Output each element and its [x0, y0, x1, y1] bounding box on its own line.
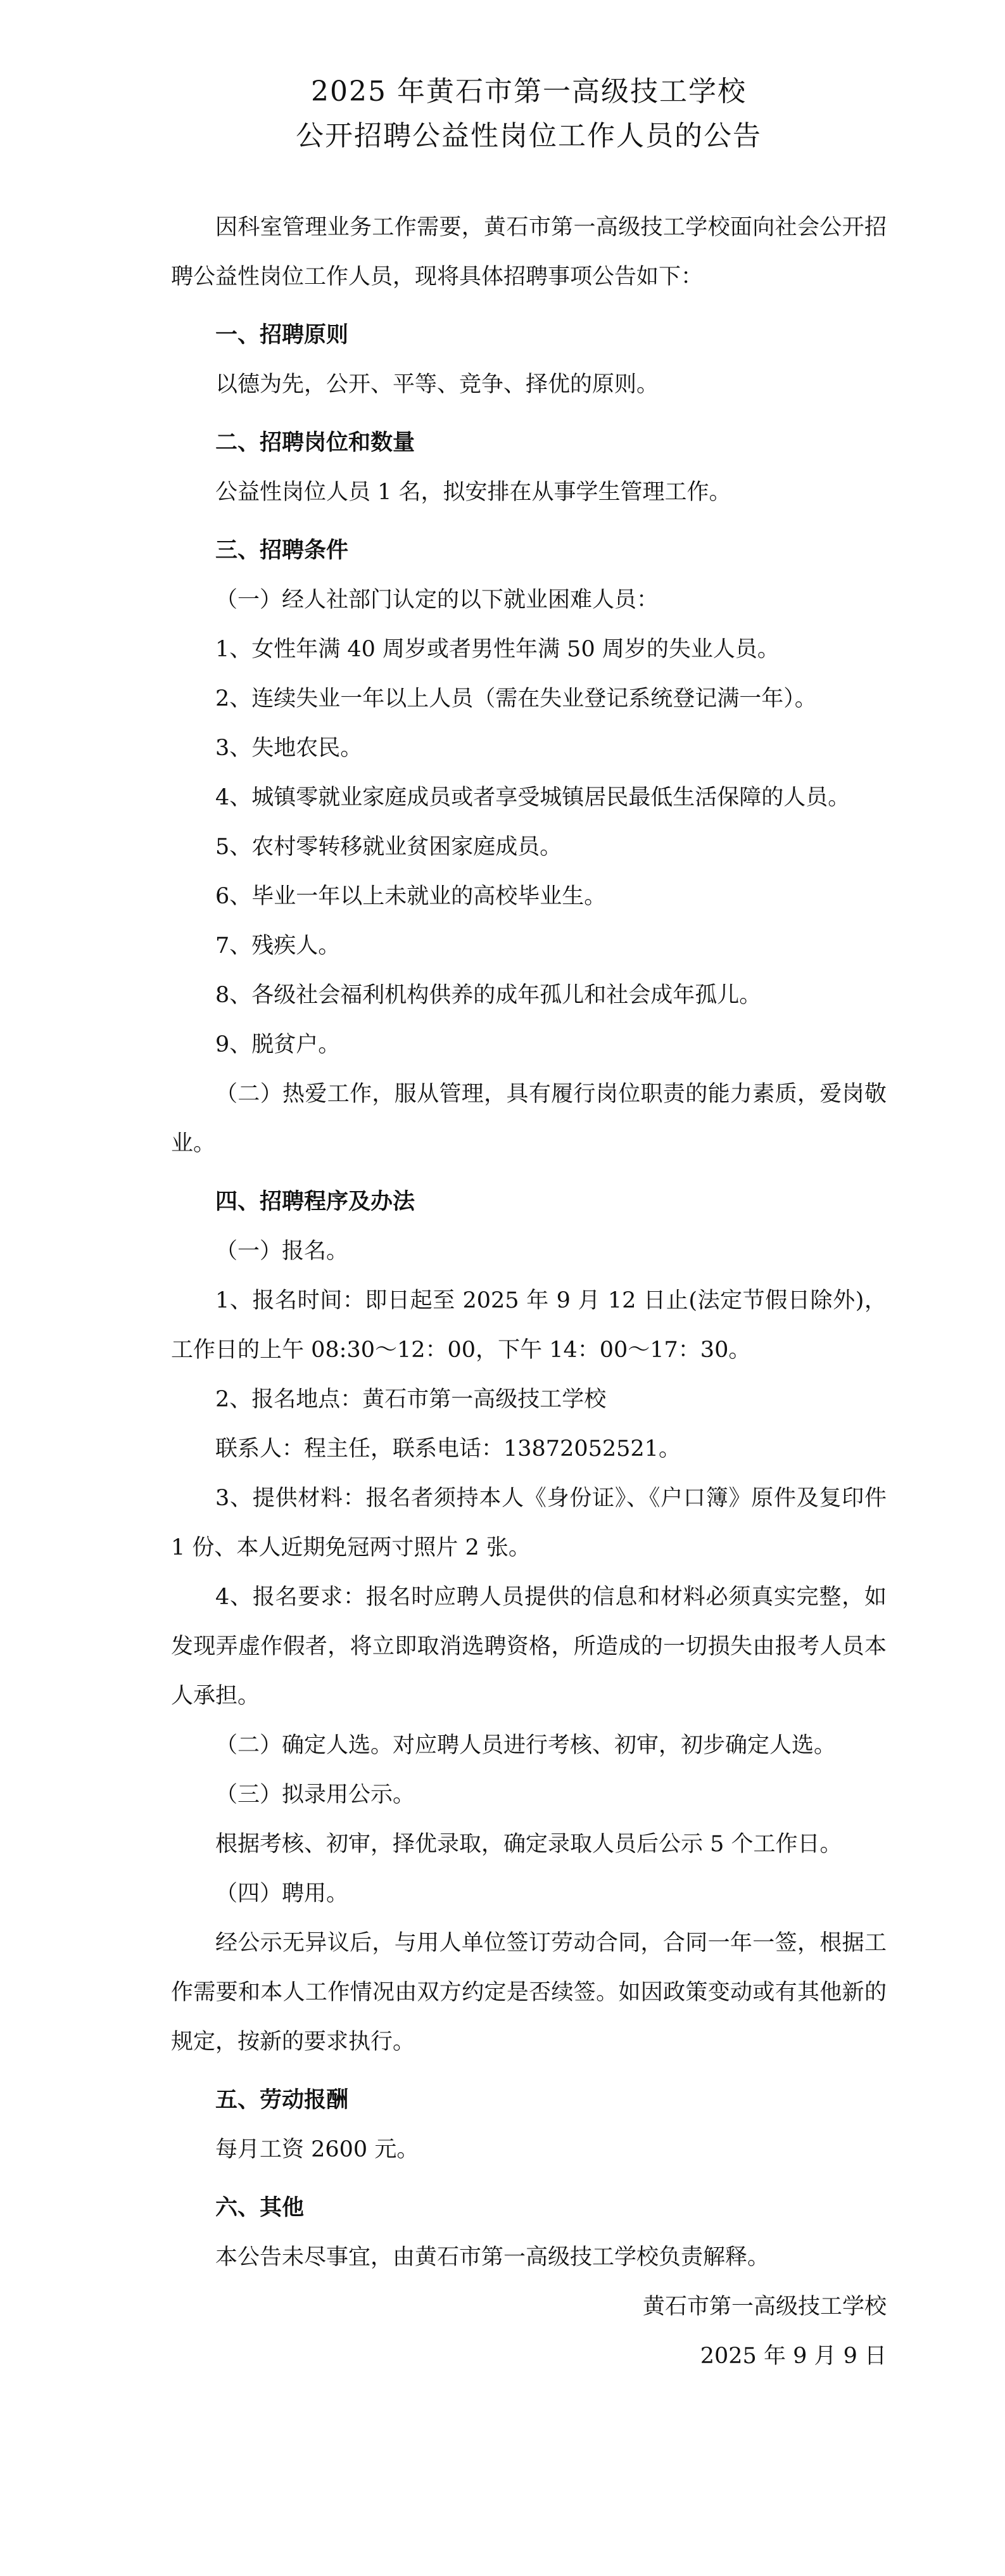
section2-text: 公益性岗位人员 1 名，拟安排在从事学生管理工作。: [215, 480, 731, 505]
condition-item: 5、农村零转移就业贫困家庭成员。: [215, 834, 562, 860]
title-line-2: 公开招聘公益性岗位工作人员的公告: [296, 120, 762, 152]
signature-date: 2025 年 9 月 9 日: [700, 2343, 887, 2369]
employment-text: 经公示无异议后，与用人单位签订劳动合同，合同一年一签，根据工作需要和本人工作情况由双方约定是否续签。如因政策变动或有其他新的规定，按新的要求执行。: [171, 1930, 887, 2055]
section4-sub3: （三）拟录用公示。: [215, 1782, 415, 1808]
section4-sub2: （二）确定人选。对应聘人员进行考核、初审，初步确定人选。: [215, 1733, 837, 1758]
section6-text: 本公告未尽事宜，由黄石市第一高级技工学校负责解释。: [215, 2245, 770, 2270]
section3-sub1: （一）经人社部门认定的以下就业困难人员：: [215, 587, 659, 613]
condition-item: 7、残疾人。: [215, 933, 341, 959]
section4-heading: 四、招聘程序及办法: [215, 1189, 415, 1215]
section5-heading: 五、劳动报酬: [215, 2087, 349, 2113]
section5-text: 每月工资 2600 元。: [215, 2137, 419, 2162]
section1-heading: 一、招聘原则: [215, 322, 349, 348]
section4-sub4: （四）聘用。: [215, 1881, 349, 1906]
registration-requirements: 4、报名要求：报名时应聘人员提供的信息和材料必须真实完整，如发现弄虚作假者，将立即取消选聘资格，所造成的一切损失由报考人员本人承担。: [171, 1584, 887, 1709]
section2-heading: 二、招聘岗位和数量: [215, 430, 415, 456]
section3-sub2: （二）热爱工作，服从管理，具有履行岗位职责的能力素质，爱岗敬业。: [171, 1081, 887, 1156]
section1-text: 以德为先，公开、平等、竞争、择优的原则。: [215, 372, 659, 397]
publicity-text: 根据考核、初审，择优录取，确定录取人员后公示 5 个工作日。: [215, 1832, 842, 1857]
contact-info: 联系人：程主任，联系电话：13872052521。: [215, 1436, 681, 1462]
condition-item: 9、脱贫户。: [215, 1032, 341, 1057]
section3-heading: 三、招聘条件: [215, 537, 349, 563]
registration-time: 1、报名时间：即日起至 2025 年 9 月 12 日止(法定节假日除外)，工作日的上午 08:30～12：00，下午 14：00～17：30。: [171, 1288, 887, 1363]
registration-place: 2、报名地点：黄石市第一高级技工学校: [215, 1387, 607, 1412]
document-title: [171, 70, 887, 158]
condition-item: 8、各级社会福利机构供养的成年孤儿和社会成年孤儿。: [215, 983, 762, 1008]
condition-item: 4、城镇零就业家庭成员或者享受城镇居民最低生活保障的人员。: [215, 785, 850, 810]
signature-organization: 黄石市第一高级技工学校: [642, 2294, 887, 2319]
section6-heading: 六、其他: [215, 2195, 305, 2221]
condition-item: 6、毕业一年以上未就业的高校毕业生。: [215, 884, 607, 909]
title-line-1: 2025 年黄石市第一高级技工学校: [311, 75, 747, 108]
section4-sub1: （一）报名。: [215, 1239, 349, 1264]
required-materials: 3、提供材料：报名者须持本人《身份证》、《户口簿》原件及复印件 1 份、本人近期免冠两寸照片 2 张。: [171, 1486, 887, 1560]
condition-item: 3、失地农民。: [215, 736, 363, 761]
intro-paragraph: 因科室管理业务工作需要，黄石市第一高级技工学校面向社会公开招聘公益性岗位工作人员，现将具体招聘事项公告如下：: [171, 215, 887, 290]
condition-item: 1、女性年满 40 周岁或者男性年满 50 周岁的失业人员。: [215, 637, 780, 662]
condition-item: 2、连续失业一年以上人员（需在失业登记系统登记满一年）。: [215, 686, 817, 711]
document: [171, 70, 887, 2381]
